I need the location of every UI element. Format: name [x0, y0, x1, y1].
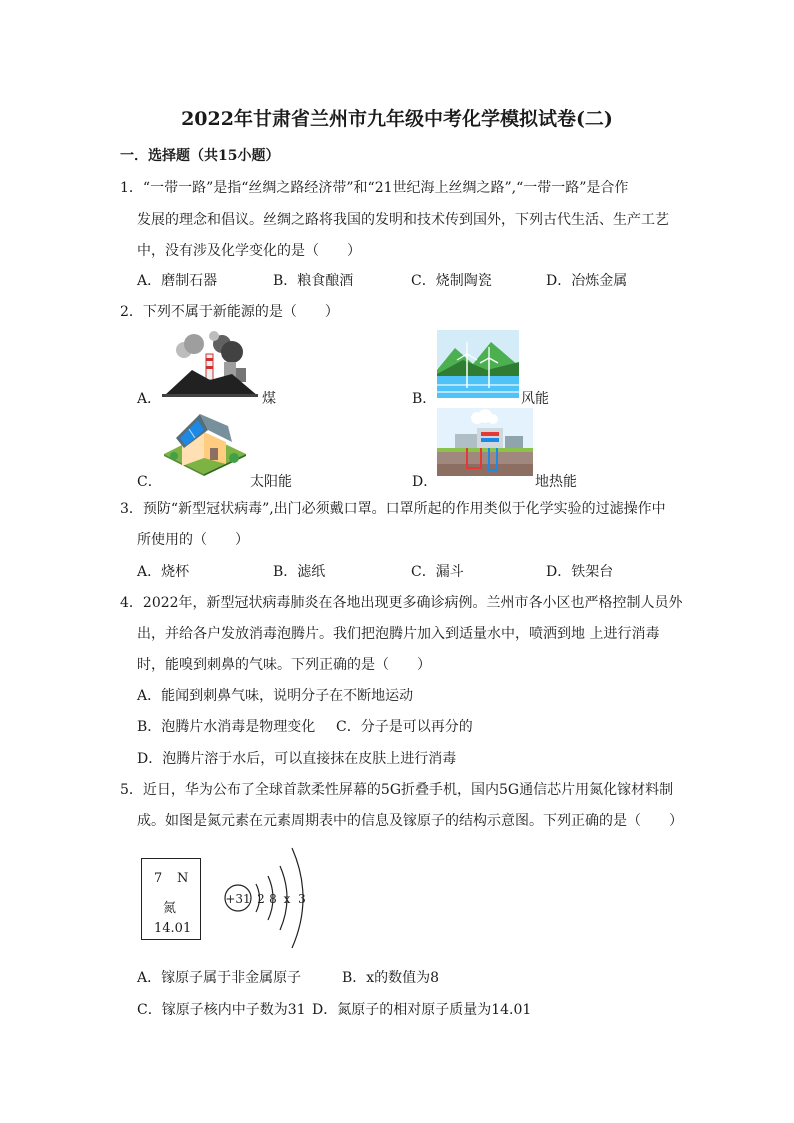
q5-stem-line-1: 5．近日，华为公布了全球首款柔性屏幕的5G折叠手机，国内5G通信芯片用氮化镓材料制	[120, 782, 674, 798]
q1-stem-line-3: 中，没有涉及化学变化的是（ ）	[137, 243, 361, 259]
q1-option-a[interactable]: A．磨制石器	[137, 273, 218, 289]
q2-option-d-label: 地热能	[535, 474, 577, 490]
gallium-atom-diagram	[220, 840, 320, 955]
q4-stem-line-3: 时，能嗅到刺鼻的气味。下列正确的是（ ）	[137, 657, 431, 673]
q1-option-b[interactable]: B．粮食酿酒	[273, 273, 354, 289]
shell-1-electrons: 2	[257, 892, 265, 906]
solar-house-image	[162, 408, 248, 476]
q1-option-c[interactable]: C．烧制陶瓷	[411, 273, 492, 289]
q5-stem-line-2: 成。如图是氮元素在元素周期表中的信息及镓原子的结构示意图。下列正确的是（ ）	[137, 813, 683, 829]
geothermal-image	[437, 408, 533, 476]
wind-power-image	[437, 330, 519, 398]
q2-stem: 2．下列不属于新能源的是（ ）	[120, 304, 339, 320]
q2-option-d-letter[interactable]: D．	[412, 474, 438, 490]
q3-option-b[interactable]: B．滤纸	[273, 564, 326, 580]
q2-option-b-label: 风能	[521, 391, 549, 407]
q4-stem-line-2: 出，并给各户发放消毒泡腾片。我们把泡腾片加入到适量水中，喷洒到地 上进行消毒	[137, 626, 660, 642]
q3-stem-line-2: 所使用的（ ）	[137, 532, 249, 548]
q2-option-b-letter[interactable]: B．	[412, 391, 437, 407]
coal-plant-image	[162, 330, 260, 398]
q5-option-c[interactable]: C．镓原子核内中子数为31	[137, 1002, 306, 1018]
periodic-table-cell	[141, 858, 201, 940]
q2-option-a-label: 煤	[262, 391, 276, 407]
q3-option-d[interactable]: D．铁架台	[546, 564, 614, 580]
q1-stem-line-1: 1．“一带一路”是指“丝绸之路经济带”和“21世纪海上丝绸之路”,“一带一路”是合作	[120, 180, 629, 196]
element-symbol: N	[177, 871, 189, 886]
q4-option-b[interactable]: B．泡腾片水消毒是物理变化	[137, 719, 316, 735]
shell-3-electrons: x	[283, 892, 291, 906]
q5-option-a[interactable]: A．镓原子属于非金属原子	[137, 970, 302, 986]
q2-option-c-label: 太阳能	[250, 474, 292, 490]
q4-option-d[interactable]: D．泡腾片溶于水后，可以直接抹在皮肤上进行消毒	[137, 751, 457, 767]
section-heading: 一．选择题（共15小题）	[120, 148, 280, 164]
atomic-number: 7	[154, 871, 163, 886]
q2-option-c-letter[interactable]: C．	[137, 474, 162, 490]
element-name: 氮	[163, 901, 177, 916]
q4-option-a[interactable]: A．能闻到刺鼻气味，说明分子在不断地运动	[137, 688, 414, 704]
exam-title: 2022年甘肃省兰州市九年级中考化学模拟试卷(二)	[181, 108, 613, 130]
q3-stem-line-1: 3．预防“新型冠状病毒”,出门必须戴口罩。口罩所起的作用类似于化学实验的过滤操作中	[120, 501, 666, 517]
q3-option-c[interactable]: C．漏斗	[411, 564, 464, 580]
q4-stem-line-1: 4．2022年，新型冠状病毒肺炎在各地出现更多确诊病例。兰州市各小区也严格控制人员外	[120, 595, 683, 611]
shell-4-electrons: 3	[298, 892, 306, 906]
q2-option-a-letter[interactable]: A．	[137, 391, 162, 407]
q1-option-d[interactable]: D．冶炼金属	[546, 273, 628, 289]
q5-option-b[interactable]: B．x的数值为8	[342, 970, 440, 986]
atomic-mass: 14.01	[154, 921, 192, 936]
shell-2-electrons: 8	[269, 892, 277, 906]
q4-option-c[interactable]: C．分子是可以再分的	[336, 719, 473, 735]
q3-option-a[interactable]: A．烧杯	[137, 564, 190, 580]
q1-stem-line-2: 发展的理念和倡议。丝绸之路将我国的发明和技术传到国外，下列古代生活、生产工艺	[137, 212, 669, 228]
nucleus-charge: +31	[225, 892, 251, 906]
q5-option-d[interactable]: D．氮原子的相对原子质量为14.01	[312, 1002, 532, 1018]
